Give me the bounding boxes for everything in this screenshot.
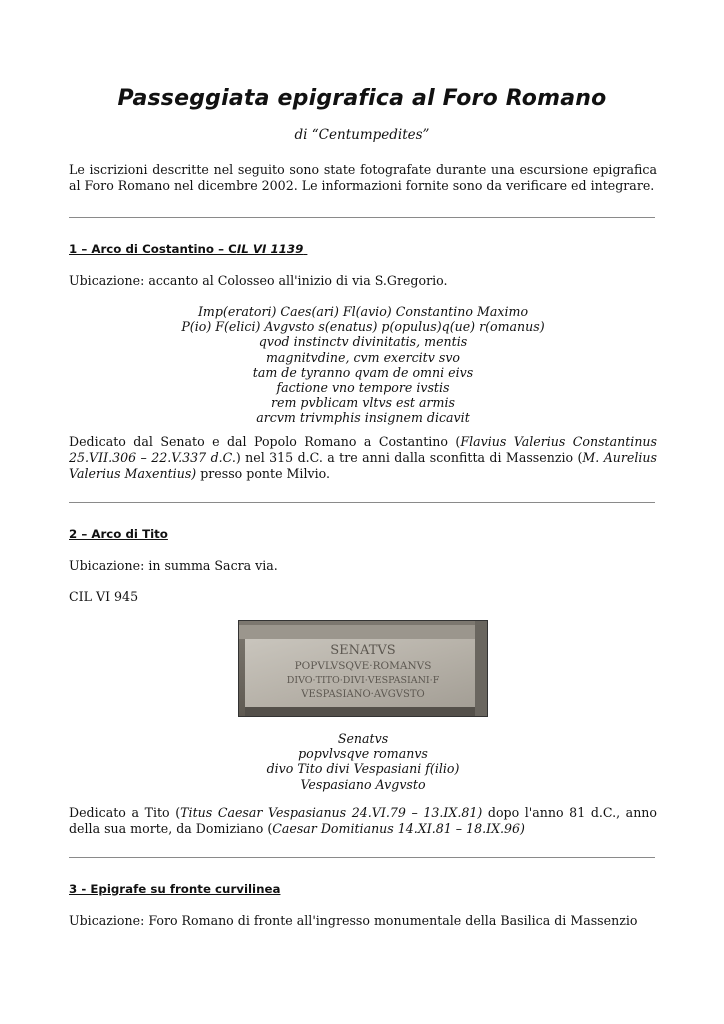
inscription-line: Senatvs xyxy=(337,731,389,746)
inscription-line: Vespasiano Avgvsto xyxy=(300,776,426,792)
section-divider xyxy=(69,857,655,858)
intro-paragraph: Le iscrizioni descritte nel seguito sono state fotografate durante una escursione epigrafica al Foro Romano nel dicembre 2002. Le informazioni fornite sono da verificare ed integrare. xyxy=(69,162,657,193)
photo-inscription-line: SENATVS xyxy=(330,643,396,658)
inscription-line: divo Tito divi Vespasiani f(ilio) xyxy=(266,761,460,777)
section-heading-3: 3 - Epigrafe su fronte curvilinea xyxy=(69,882,281,896)
location-3: Ubicazione: Foro Romano di fronte all'ingresso monumentale della Basilica di Massenzio xyxy=(69,913,638,928)
document-author: di “Centumpedites” xyxy=(294,127,430,143)
description-2: Dedicato a Tito (Titus Caesar Vespasianus 24.VI.79 – 13.IX.81) dopo l'anno 81 d.C., anno della sua morte, da Domiziano (Caesar Domitianus 14.XI.81 – 18.IX.96) xyxy=(69,805,657,836)
photo-inscription-line: DIVO·TITO·DIVI·VESPASIANI·F xyxy=(286,675,440,686)
section-heading-1: 1 – Arco di Costantino – CIL VI 1139 xyxy=(69,242,304,256)
section-divider xyxy=(69,217,655,218)
location-2: Ubicazione: in summa Sacra via. xyxy=(69,558,278,573)
section-divider xyxy=(69,502,655,503)
inscription-1 xyxy=(69,304,657,426)
inscription-line: popvlvsqve romanvs xyxy=(298,746,428,762)
photo-inscription-line: VESPASIANO·AVGVSTO xyxy=(301,689,425,700)
section-heading-2: 2 – Arco di Tito xyxy=(69,527,168,541)
inscription-line: Imp(eratori) Caes(ari) Fl(avio) Constantino Maximo xyxy=(197,304,529,319)
cil-reference-2: CIL VI 945 xyxy=(69,589,139,604)
inscription-line: arcvm trivmphis insignem dicavit xyxy=(256,410,470,426)
document-title: Passeggiata epigrafica al Foro Romano xyxy=(117,86,607,111)
description-1: Dedicato dal Senato e dal Popolo Romano a Costantino (Flavius Valerius Constantinus 25.VII.306 – 22.V.337 d.C.) nel 315 d.C. a tre anni dalla sconfitta di Massenzio (M. Aurelius Valerius Maxentius) presso ponte Milvio. xyxy=(69,434,658,481)
arch-of-titus-inscription-photo xyxy=(238,620,488,717)
location-1: Ubicazione: accanto al Colosseo all'inizio di via S.Gregorio. xyxy=(69,273,448,288)
inscription-line: rem pvblicam vltvs est armis xyxy=(271,395,455,411)
inscription-line: tam de tyranno qvam de omni eivs xyxy=(252,364,474,380)
photo-inscription-line: POPVLVSQVE·ROMANVS xyxy=(294,660,432,672)
inscription-line: P(io) F(elici) Avgvsto s(enatus) p(opulus)q(ue) r(omanus) xyxy=(181,319,545,335)
inscription-line: factione vno tempore ivstis xyxy=(276,380,450,396)
inscription-2 xyxy=(69,731,657,792)
inscription-line: magnitvdine, cvm exercitv svo xyxy=(265,349,461,365)
inscription-line: qvod instinctv divinitatis, mentis xyxy=(258,334,468,350)
